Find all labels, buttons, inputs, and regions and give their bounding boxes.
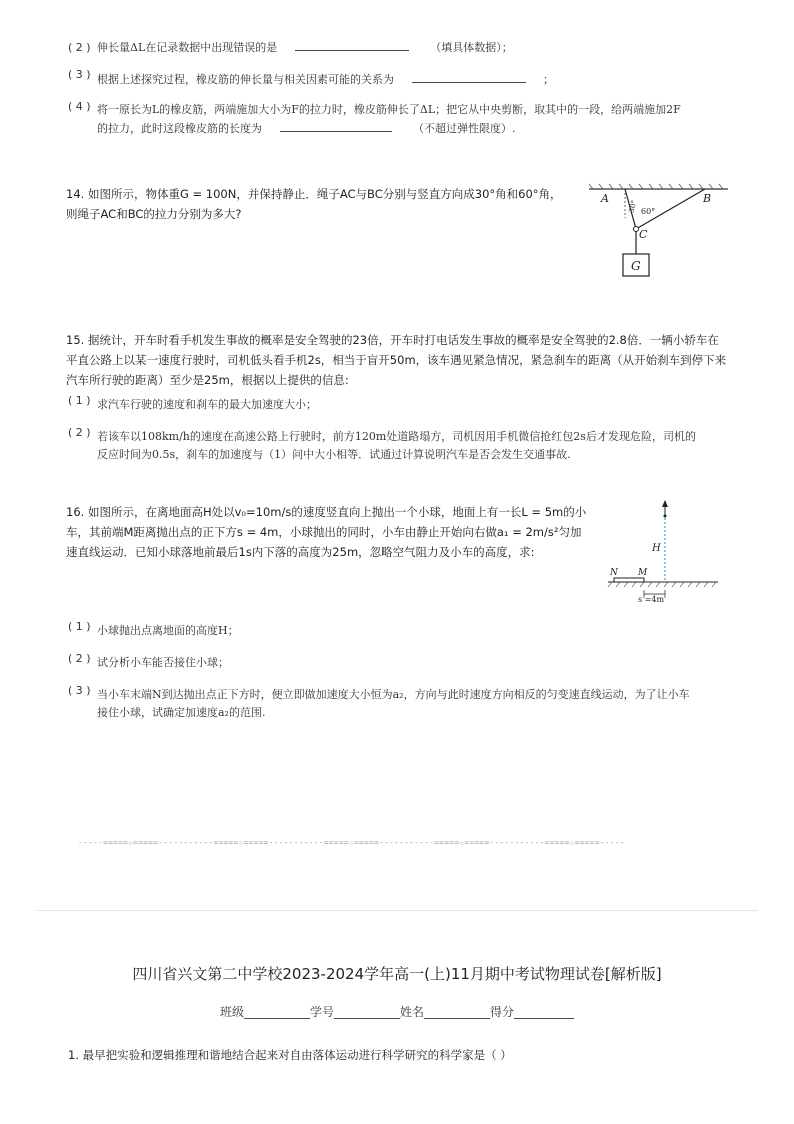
q13-sub4-line2-b: （不超过弹性限度）.	[413, 122, 516, 135]
q16-sub2-text: 试分析小车能否接住小球；	[97, 656, 229, 669]
q13-sub2-text-b: （填具体数据）；	[430, 41, 513, 54]
q16-stem	[66, 502, 596, 562]
q14-figure	[585, 180, 730, 280]
q16-sub3-text	[97, 686, 737, 722]
q16-sub1-text: 小球抛出点离地面的高度H；	[97, 624, 239, 637]
q14-line2: 则绳子AC和BC的拉力分别为多大?	[66, 207, 242, 221]
q14-stem	[66, 184, 566, 224]
q16-figure	[600, 498, 720, 610]
q13-sub4-line2	[97, 119, 737, 138]
exam-title: 四川省兴文第二中学校2023-2024学年高一(上)11月期中考试物理试卷[解析版]	[132, 965, 662, 983]
label-m: M	[638, 568, 648, 578]
cart	[614, 578, 644, 582]
q16-sub3-num: ( 3 )	[68, 684, 91, 697]
knot-c	[634, 227, 639, 232]
label-a: A	[601, 192, 609, 205]
q13-sub4-text	[97, 101, 737, 138]
velocity-arrow-head	[662, 500, 668, 507]
q13-sub3-text	[97, 70, 554, 89]
label-b: B	[703, 192, 712, 205]
q13-sub2-text-a: 伸长量ΔL在记录数据中出现错误的是	[97, 41, 278, 54]
q16-line1: 16. 如图所示，在离地面高H处以v₀=10m/s的速度竖直向上抛出一个小球，地面上有一长L = 5m的小	[66, 505, 587, 519]
q13-sub4-line2-a: 的拉力，此时这段橡皮筋的长度为	[97, 122, 262, 135]
label-angle-60: 60°	[641, 207, 656, 216]
q15-sub2-text	[97, 428, 737, 464]
q13-sub3-text-b: ；	[543, 73, 554, 86]
q15-sub1-text: 求汽车行驶的速度和刹车的最大加速度大小；	[97, 398, 317, 411]
ceiling-hatching	[589, 184, 723, 189]
q16-sub3-line2: 接住小球，试确定加速度a₂的范围.	[97, 706, 266, 719]
q15-sub2-line1: 若该车以108km/h的速度在高速公路上行驶时，前方120m处道路塌方，司机因用手机微信抢红包2s后才发现危险，司机的	[97, 430, 696, 443]
q15-line2: 平直公路上以某一速度行驶时，司机低头看手机2s，相当于盲开50m，该车遇见紧急情况，紧急刹车的距离（从开始刹车到停下来	[66, 353, 727, 367]
q15-stem	[66, 330, 736, 390]
question-1: 1. 最早把实验和逻辑推理和谐地结合起来对自由落体运动进行科学研究的科学家是（ ）	[68, 1048, 512, 1062]
q13-sub4-blank[interactable]	[280, 119, 392, 132]
q15-line1: 15. 据统计，开车时看手机发生事故的概率是安全驾驶的23倍，开车时打电话发生事故的概率是安全驾驶的2.8倍．一辆小轿车在	[66, 333, 719, 347]
q15-sub2-line2: 反应时间为0.5s，刹车的加速度与（1）问中大小相等．试通过计算说明汽车是否会发生交通事故.	[97, 448, 571, 461]
q15-sub2-num: ( 2 )	[68, 426, 91, 439]
label-n: N	[610, 568, 618, 578]
q15-sub1-num: ( 1 )	[68, 394, 91, 407]
q16-sub1-num: ( 1 )	[68, 620, 91, 633]
label-c: C	[639, 228, 648, 241]
label-h: H	[652, 543, 661, 554]
q14-line1: 14. 如图所示，物体重G = 100N，并保持静止．绳子AC与BC分别与竖直方向成30°角和60°角，	[66, 187, 562, 201]
q13-sub2-text	[97, 38, 513, 57]
q13-sub2-blank[interactable]	[295, 38, 409, 51]
q16-sub3-line1: 当小车末端N到达抛出点正下方时，便立即做加速度大小恒为a₂，方向与此时速度方向相反的匀变速直线运动，为了让小车	[97, 688, 690, 701]
exam-info-line: 班级___________学号___________姓名___________得分__________	[219, 1005, 574, 1019]
label-s: s =4m	[638, 595, 665, 604]
q13-sub3-num: ( 3 )	[68, 68, 91, 81]
q16-line2: 车，其前端M距离抛出点的正下方s = 4m，小球抛出的同时，小车由静止开始向右做a₁ = 2m/s²匀加	[66, 525, 582, 539]
q16-line3: 速直线运动．已知小球落地前最后1s内下落的高度为25m，忽略空气阻力及小车的高度，求:	[66, 545, 535, 559]
section-divider: -----=====☆=====-----------=====☆=====-----------=====☆=====-----------=====☆=====-----------=====☆=====-----	[78, 838, 625, 847]
page-break-line	[36, 910, 758, 911]
q16-sub2-num: ( 2 )	[68, 652, 91, 665]
label-g: G	[631, 259, 641, 273]
label-angle-30: 30°	[627, 199, 639, 214]
q13-sub4-line1: 将一原长为L的橡皮筋，两端施加大小为F的拉力时，橡皮筋伸长了ΔL；把它从中央剪断，取其中的一段，给两端施加2F	[97, 103, 681, 116]
q13-sub2-num: ( 2 )	[68, 41, 91, 54]
q13-sub3-blank[interactable]	[412, 70, 526, 83]
q13-sub4-num: ( 4 )	[68, 100, 91, 113]
q15-line3: 汽车所行驶的距离）至少是25m，根据以上提供的信息:	[66, 373, 349, 387]
ball	[664, 515, 667, 518]
ground-hatching	[608, 582, 716, 587]
q13-sub3-text-a: 根据上述探究过程，橡皮筋的伸长量与相关因素可能的关系为	[97, 73, 394, 86]
